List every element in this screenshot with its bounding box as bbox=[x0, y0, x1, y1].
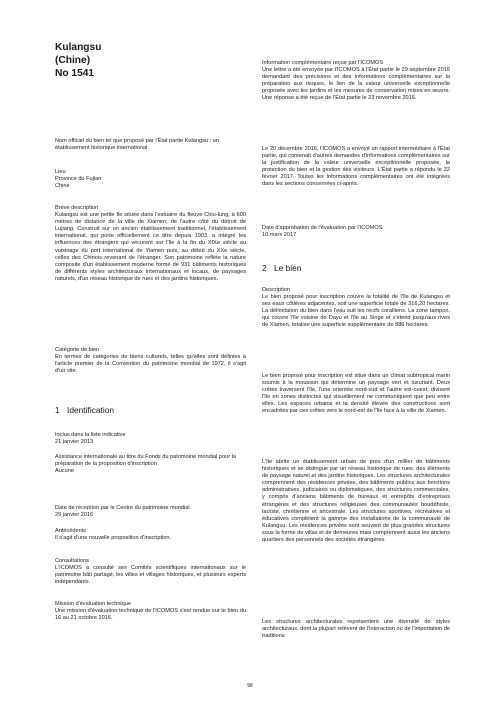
title-line-3: No 1541 bbox=[55, 68, 95, 79]
mission-label: Mission d'évaluation technique bbox=[55, 601, 132, 607]
assistance-label: Assistance internationale au titre du Fonds du patrimoine mondial pour la préparation de la proposition d'inscription bbox=[55, 454, 236, 468]
mission-text: Une mission d'évaluation technique de l'ICOMOS s'est rendue sur le bien du 16 au 21 octobre 2016. bbox=[55, 608, 246, 622]
description-block bbox=[262, 287, 450, 330]
antecedents-text: Il s'agit d'une nouvelle proposition d'inscription. bbox=[55, 535, 172, 542]
lieu-block bbox=[55, 169, 246, 190]
consultations-label: Consultations bbox=[55, 558, 89, 564]
lieu-label: Lieu bbox=[55, 169, 66, 175]
info-block bbox=[262, 60, 450, 103]
description-paragraph-3: L'île abrite un établissement urbain de près d'un millier de bâtiments historiques et se distingue par un réseau historique de rues, des éléments de paysage naturel et des jardins historiques. Les structures architecturales comprennent des résidences privées, des bâtiments publics aux fonctions administratives, judiciaires ou diplomatiques, des structures commerciales, y compris d'anciens bâtiments de bureaux et entrepôts d'entreprises étrangères et des structures religieuses des communautés bouddhiste, taoïste, chrétienne et ancestrale. Les structures sportives, récréatives et éducatives complètent la gamme des installations de la communauté de Kulangsu. Les résidences privées sont souvent de plus grandes structures sous la forme de villas et de demeures mais comprennent aussi les anciens quartiers des personnels des sociétés étrangères. bbox=[262, 459, 450, 544]
breve-text: Kulangsu est une petite île située dans l'estuaire du fleuve Chiu-lung, à 600 mètres de distance de la ville de Xiamen, de l'autre côté du détroit de Lujiang. Construit sur un ancien établissement traditionnel, l'établissement international, qui porte officiellement ce titre depuis 1903, a intégré les influences des étrangers qui vécurent sur l'île à la fin du XIXe siècle au voisinage du port international de Yiamen puis, au début du XXe siècle, celles des Chinois revenant de l'étranger. Son patrimoine reflète la nature composite d'un établissement moderne formé de 931 bâtiments historiques de différents styles architecturaux internationaux et locaux, de paysages naturels, d'un réseau historique de rues et des jardins historiques. bbox=[55, 212, 246, 282]
inclus-block bbox=[55, 432, 246, 446]
page-number: 98 bbox=[247, 683, 253, 689]
property-title bbox=[55, 41, 246, 80]
section-1-number: 1 bbox=[55, 405, 60, 415]
description-label: Description bbox=[262, 287, 290, 293]
consultations-text: L'ICOMOS a consulté ses Comités scientifiques internationaux sur le patrimoine bâti partagé, les villes et villages historiques, et plusieurs experts indépendants. bbox=[55, 565, 246, 586]
breve-block bbox=[55, 205, 246, 283]
mission-block bbox=[55, 601, 246, 622]
categorie-text: En termes de catégories de biens culturels, telles qu'elles sont définies à l'article premier de la Convention du patrimoine mondial de 1972, il s'agit d'un site. bbox=[55, 354, 246, 375]
inclus-value: 21 janvier 2013 bbox=[55, 439, 94, 446]
official-name: Nom officiel du bien tel que proposé par l'État partie Kulangsu : un établissement historique international bbox=[55, 138, 219, 152]
section-2-title: Le bien bbox=[274, 263, 302, 273]
description-paragraph-2: Le bien proposé pour inscription est situé dans un climat subtropical marin soumis à la mousson qui détermine un paysage vert et luxuriant. Deux crêtes traversent l'île, l'une orientée nord-sud et l'autre est-ouest, divisent l'île en zones distinctes qui visuellement ne communiquent que peu entre elles. Les espaces urbains et la densité élevée des constructions sont encadrées par ces crêtes vers le nord-est de l'île face à la ville de Xiamen. bbox=[262, 373, 450, 415]
description-paragraph-1: Le bien proposé pour inscription couvre la totalité de l'île de Kulangsu et ses eaux côtières adjacentes, soit une superficie totale de 316,20 hectares. La délimitation du bien dans l'eau suit les récifs coralliens. La zone tampon, qui couvre l'île voisine de Dayu et l'île au Singe et s'étend jusqu'aux rives de Xiamen, totalise une superficie supplémentaire de 886 hectares. bbox=[262, 294, 450, 329]
consultations-block bbox=[55, 558, 246, 586]
inclus-label: Inclus dans la liste indicative bbox=[55, 432, 126, 438]
assistance-block bbox=[55, 454, 246, 475]
lieu-value-1: Province du Fujian bbox=[55, 176, 102, 183]
approbation-value: 10 mars 2017 bbox=[262, 232, 297, 239]
breve-label: Brève description bbox=[55, 205, 99, 211]
approbation-label: Date d'approbation de l'évaluation par l'ICOMOS bbox=[262, 225, 383, 231]
date-label: Date de réception par le Centre du patrimoine mondial bbox=[55, 505, 190, 511]
antecedents-label: Antécédents bbox=[55, 528, 87, 534]
approbation-block bbox=[262, 225, 450, 239]
title-line-1: Kulangsu bbox=[55, 42, 102, 53]
section-1-title: Identification bbox=[67, 405, 115, 415]
info-text: Une lettre a été envoyée par l'ICOMOS à l'État partie le 29 septembre 2016 demandant des précisions et des informations complémentaires sur la préparation aux risques, le lien de la valeur universelle exceptionnelle proposée avec les jardins et les mesures de conservation mises en œuvre. Une réponse a été reçue de l'État partie le 23 novembre 2016. bbox=[262, 67, 450, 102]
section-1-heading bbox=[55, 405, 246, 415]
date-value: 29 janvier 2016 bbox=[55, 512, 94, 519]
section-2-number: 2 bbox=[262, 263, 267, 273]
title-line-2: (Chine) bbox=[55, 55, 91, 66]
assistance-value: Aucune bbox=[55, 468, 74, 475]
rapport-text: Le 20 décembre 2016, l'ICOMOS a envoyé un rapport intermédiaire à l'État partie, qui contenait d'autres demandes d'informations complémentaires sur la justification de la valeur universelle exceptionnelle proposée, la protection du bien et la gestion des visiteurs. L'État partie a répondu le 22 février 2017. Toutes les informations complémentaires ont été intégrées dans les sections concernées ci-après. bbox=[262, 146, 450, 188]
categorie-label: Catégorie de bien bbox=[55, 347, 100, 353]
categorie-block bbox=[55, 347, 246, 375]
lieu-value-2: Chine bbox=[55, 183, 70, 190]
description-paragraph-4: Les structures architecturales représentent une diversité de styles architecturaux, dont la plupart relèvent de l'interaction ou de l'importation de traditions bbox=[262, 619, 450, 640]
date-block bbox=[55, 505, 246, 519]
antecedents-block bbox=[55, 528, 246, 542]
info-label: Information complémentaire reçue par l'ICOMOS bbox=[262, 60, 384, 66]
section-2-heading bbox=[262, 263, 450, 273]
